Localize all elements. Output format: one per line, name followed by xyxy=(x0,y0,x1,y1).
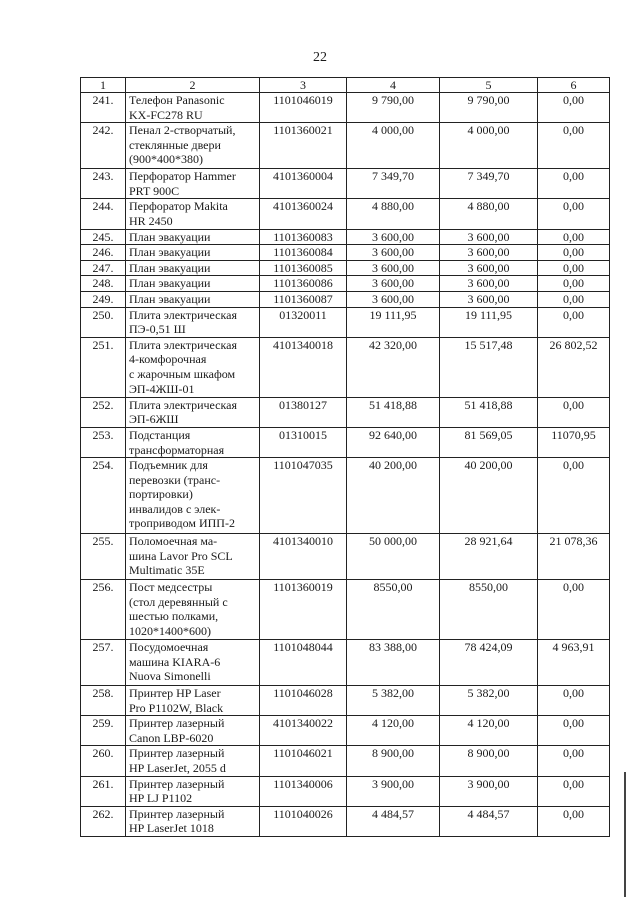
column-header: 4 xyxy=(347,78,440,93)
book-value-cell: 5 382,00 xyxy=(347,686,440,716)
column-header: 2 xyxy=(126,78,260,93)
book-value-cell: 8 900,00 xyxy=(347,746,440,776)
residual-value-cell: 0,00 xyxy=(538,307,610,337)
depreciation-cell: 4 120,00 xyxy=(440,716,538,746)
item-name-cell: Перфоратор Hammer PRT 900C xyxy=(126,169,260,199)
inventory-code-cell: 1101048044 xyxy=(260,640,347,686)
residual-value-cell: 0,00 xyxy=(538,458,610,534)
inventory-code-cell: 1101360086 xyxy=(260,276,347,292)
inventory-code-cell: 01310015 xyxy=(260,427,347,457)
table-row xyxy=(81,276,610,292)
row-number-cell: 247. xyxy=(81,260,126,276)
residual-value-cell: 0,00 xyxy=(538,245,610,261)
item-name-cell: Принтер лазерный HP LaserJet 1018 xyxy=(126,806,260,836)
inventory-code-cell: 01380127 xyxy=(260,397,347,427)
item-name-cell: План эвакуации xyxy=(126,245,260,261)
table-row xyxy=(81,169,610,199)
inventory-code-cell: 1101046021 xyxy=(260,746,347,776)
item-name-cell: Принтер лазерный HP LJ P1102 xyxy=(126,776,260,806)
table-row xyxy=(81,123,610,169)
residual-value-cell: 0,00 xyxy=(538,580,610,640)
item-name-cell: Телефон Panasonic KX-FC278 RU xyxy=(126,93,260,123)
row-number-cell: 258. xyxy=(81,686,126,716)
item-name-cell: Поломоечная ма- шина Lavor Pro SCL Multimatic 35E xyxy=(126,534,260,580)
depreciation-cell: 5 382,00 xyxy=(440,686,538,716)
item-name-cell: Плита электрическая ЭП-6ЖШ xyxy=(126,397,260,427)
row-number-cell: 243. xyxy=(81,169,126,199)
inventory-code-cell: 1101046019 xyxy=(260,93,347,123)
book-value-cell: 19 111,95 xyxy=(347,307,440,337)
residual-value-cell: 0,00 xyxy=(538,93,610,123)
row-number-cell: 252. xyxy=(81,397,126,427)
row-number-cell: 251. xyxy=(81,337,126,397)
book-value-cell: 4 484,57 xyxy=(347,806,440,836)
book-value-cell: 3 600,00 xyxy=(347,229,440,245)
inventory-code-cell: 1101360021 xyxy=(260,123,347,169)
depreciation-cell: 28 921,64 xyxy=(440,534,538,580)
row-number-cell: 257. xyxy=(81,640,126,686)
row-number-cell: 241. xyxy=(81,93,126,123)
residual-value-cell: 21 078,36 xyxy=(538,534,610,580)
depreciation-cell: 3 600,00 xyxy=(440,291,538,307)
item-name-cell: Перфоратор Makita HR 2450 xyxy=(126,199,260,229)
item-name-cell: Пенал 2-створчатый, стеклянные двери (900*400*380) xyxy=(126,123,260,169)
item-name-cell: План эвакуации xyxy=(126,291,260,307)
inventory-code-cell: 1101040026 xyxy=(260,806,347,836)
item-name-cell: Посудомоечная машина KIARA-6 Nuova Simonelli xyxy=(126,640,260,686)
residual-value-cell: 0,00 xyxy=(538,291,610,307)
depreciation-cell: 15 517,48 xyxy=(440,337,538,397)
table-row xyxy=(81,640,610,686)
table-row xyxy=(81,199,610,229)
column-header: 3 xyxy=(260,78,347,93)
page-number: 22 xyxy=(313,50,327,65)
residual-value-cell: 0,00 xyxy=(538,169,610,199)
table-row xyxy=(81,397,610,427)
depreciation-cell: 3 900,00 xyxy=(440,776,538,806)
residual-value-cell: 0,00 xyxy=(538,397,610,427)
depreciation-cell: 4 880,00 xyxy=(440,199,538,229)
book-value-cell: 3 600,00 xyxy=(347,291,440,307)
depreciation-cell: 78 424,09 xyxy=(440,640,538,686)
row-number-cell: 242. xyxy=(81,123,126,169)
book-value-cell: 42 320,00 xyxy=(347,337,440,397)
residual-value-cell: 11070,95 xyxy=(538,427,610,457)
inventory-code-cell: 1101360083 xyxy=(260,229,347,245)
book-value-cell: 3 600,00 xyxy=(347,245,440,261)
residual-value-cell: 0,00 xyxy=(538,776,610,806)
inventory-code-cell: 01320011 xyxy=(260,307,347,337)
depreciation-cell: 81 569,05 xyxy=(440,427,538,457)
residual-value-cell: 0,00 xyxy=(538,123,610,169)
inventory-code-cell: 1101046028 xyxy=(260,686,347,716)
book-value-cell: 83 388,00 xyxy=(347,640,440,686)
residual-value-cell: 0,00 xyxy=(538,716,610,746)
table-row xyxy=(81,534,610,580)
item-name-cell: Принтер HP Laser Pro P1102W, Black xyxy=(126,686,260,716)
inventory-code-cell: 1101360019 xyxy=(260,580,347,640)
book-value-cell: 3 600,00 xyxy=(347,276,440,292)
item-name-cell: Принтер лазерный Canon LBP-6020 xyxy=(126,716,260,746)
row-number-cell: 260. xyxy=(81,746,126,776)
depreciation-cell: 51 418,88 xyxy=(440,397,538,427)
table-row xyxy=(81,686,610,716)
row-number-cell: 262. xyxy=(81,806,126,836)
table-row xyxy=(81,458,610,534)
book-value-cell: 4 120,00 xyxy=(347,716,440,746)
inventory-code-cell: 1101047035 xyxy=(260,458,347,534)
book-value-cell: 7 349,70 xyxy=(347,169,440,199)
item-name-cell: План эвакуации xyxy=(126,229,260,245)
row-number-cell: 249. xyxy=(81,291,126,307)
inventory-table xyxy=(80,77,610,837)
book-value-cell: 51 418,88 xyxy=(347,397,440,427)
book-value-cell: 8550,00 xyxy=(347,580,440,640)
column-header: 1 xyxy=(81,78,126,93)
depreciation-cell: 3 600,00 xyxy=(440,276,538,292)
inventory-code-cell: 4101340022 xyxy=(260,716,347,746)
depreciation-cell: 19 111,95 xyxy=(440,307,538,337)
book-value-cell: 40 200,00 xyxy=(347,458,440,534)
book-value-cell: 3 600,00 xyxy=(347,260,440,276)
residual-value-cell: 0,00 xyxy=(538,229,610,245)
depreciation-cell: 40 200,00 xyxy=(440,458,538,534)
item-name-cell: Пост медсестры (стол деревянный с шестью полками, 1020*1400*600) xyxy=(126,580,260,640)
table-row xyxy=(81,580,610,640)
depreciation-cell: 7 349,70 xyxy=(440,169,538,199)
table-row xyxy=(81,229,610,245)
depreciation-cell: 3 600,00 xyxy=(440,260,538,276)
residual-value-cell: 4 963,91 xyxy=(538,640,610,686)
row-number-cell: 254. xyxy=(81,458,126,534)
table-row xyxy=(81,337,610,397)
inventory-code-cell: 1101360085 xyxy=(260,260,347,276)
row-number-cell: 256. xyxy=(81,580,126,640)
depreciation-cell: 9 790,00 xyxy=(440,93,538,123)
table-row xyxy=(81,716,610,746)
row-number-cell: 261. xyxy=(81,776,126,806)
residual-value-cell: 0,00 xyxy=(538,746,610,776)
row-number-cell: 259. xyxy=(81,716,126,746)
item-name-cell: План эвакуации xyxy=(126,260,260,276)
row-number-cell: 246. xyxy=(81,245,126,261)
table-row xyxy=(81,245,610,261)
book-value-cell: 4 880,00 xyxy=(347,199,440,229)
inventory-code-cell: 4101360024 xyxy=(260,199,347,229)
book-value-cell: 50 000,00 xyxy=(347,534,440,580)
item-name-cell: Принтер лазерный HP LaserJet, 2055 d xyxy=(126,746,260,776)
table-row xyxy=(81,746,610,776)
column-header: 5 xyxy=(440,78,538,93)
row-number-cell: 248. xyxy=(81,276,126,292)
item-name-cell: Подстанция трансформаторная xyxy=(126,427,260,457)
table-header-row xyxy=(81,78,610,93)
table-row xyxy=(81,776,610,806)
inventory-code-cell: 1101340006 xyxy=(260,776,347,806)
depreciation-cell: 4 484,57 xyxy=(440,806,538,836)
book-value-cell: 3 900,00 xyxy=(347,776,440,806)
residual-value-cell: 0,00 xyxy=(538,806,610,836)
table-row xyxy=(81,307,610,337)
inventory-code-cell: 4101360004 xyxy=(260,169,347,199)
depreciation-cell: 4 000,00 xyxy=(440,123,538,169)
inventory-code-cell: 1101360084 xyxy=(260,245,347,261)
book-value-cell: 9 790,00 xyxy=(347,93,440,123)
table-row xyxy=(81,291,610,307)
row-number-cell: 250. xyxy=(81,307,126,337)
scan-margin-line xyxy=(624,772,626,897)
residual-value-cell: 0,00 xyxy=(538,199,610,229)
inventory-code-cell: 4101340010 xyxy=(260,534,347,580)
row-number-cell: 244. xyxy=(81,199,126,229)
residual-value-cell: 0,00 xyxy=(538,686,610,716)
depreciation-cell: 8 900,00 xyxy=(440,746,538,776)
residual-value-cell: 0,00 xyxy=(538,276,610,292)
residual-value-cell: 0,00 xyxy=(538,260,610,276)
residual-value-cell: 26 802,52 xyxy=(538,337,610,397)
item-name-cell: Плита электрическая ПЭ-0,51 Ш xyxy=(126,307,260,337)
row-number-cell: 245. xyxy=(81,229,126,245)
book-value-cell: 4 000,00 xyxy=(347,123,440,169)
column-header: 6 xyxy=(538,78,610,93)
table-row xyxy=(81,806,610,836)
depreciation-cell: 8550,00 xyxy=(440,580,538,640)
depreciation-cell: 3 600,00 xyxy=(440,229,538,245)
item-name-cell: План эвакуации xyxy=(126,276,260,292)
row-number-cell: 255. xyxy=(81,534,126,580)
inventory-code-cell: 4101340018 xyxy=(260,337,347,397)
row-number-cell: 253. xyxy=(81,427,126,457)
table-row xyxy=(81,93,610,123)
table-row xyxy=(81,427,610,457)
inventory-code-cell: 1101360087 xyxy=(260,291,347,307)
item-name-cell: Плита электрическая 4-комфорочная с жарочным шкафом ЭП-4ЖШ-01 xyxy=(126,337,260,397)
depreciation-cell: 3 600,00 xyxy=(440,245,538,261)
book-value-cell: 92 640,00 xyxy=(347,427,440,457)
item-name-cell: Подъемник для перевозки (транс- портировки) инвалидов с элек- троприводом ИПП-2 xyxy=(126,458,260,534)
table-row xyxy=(81,260,610,276)
